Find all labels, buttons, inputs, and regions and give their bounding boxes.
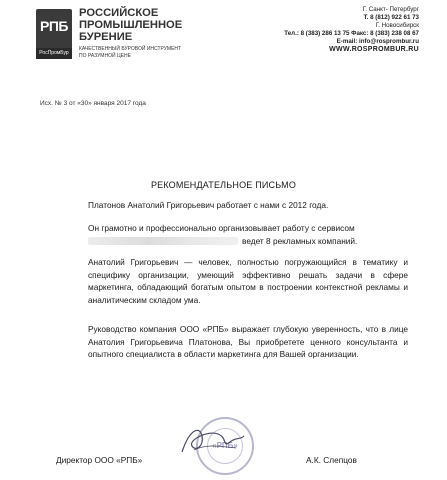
paragraph-2 [88, 222, 408, 247]
company-name-line: РОССИЙСКОЕ [79, 7, 159, 19]
company-name-line: ПРОМЫШЛЕННОЕ [79, 19, 183, 31]
company-name [79, 7, 182, 43]
city-nsk: Г. Новосибирск [375, 22, 419, 30]
logo-letters: РПБ [40, 18, 68, 34]
tagline-line: КАЧЕСТВЕННЫЙ БУРОВОЙ ИНСТРУМЕНТ [79, 46, 182, 52]
paragraph-1: Платонов Анатолий Григорьевич работает с нами с 2012 года. [88, 200, 329, 210]
redacted-text [88, 237, 238, 245]
handwritten-signature [178, 422, 248, 462]
paragraph-2-line-1: Он грамотно и профессионально организовывает работу с сервисом [88, 223, 355, 233]
paragraph-3: Анатолий Григорьевич — человек, полностью погружающийся в тематику и специфику организации, умеющий эффективно решать задачи в сфере маркетинга, обладающий богатым опытом в построении контекстной рекламы и аналитическим складом ума. [88, 257, 408, 305]
paragraph-2-line-2-text: ведет 8 рекламных компаний. [242, 235, 358, 246]
outgoing-ref: Исх. № 3 от «30» января 2017 года [40, 100, 146, 107]
signer-role: Директор ООО «РПБ» [56, 455, 143, 465]
paragraph-2-line-2 [88, 235, 408, 248]
logo-strip: РосПромБур [36, 48, 72, 59]
city-spb: Г. Санкт- Петербург [362, 6, 419, 13]
phones-nsk: Тел.: 8 (383) 286 13 75 Факс: 8 (383) 238 08 67 [284, 30, 419, 38]
stamp-text: «РПБ» [212, 441, 238, 450]
company-tagline [79, 46, 181, 60]
tagline-line: ПО РАЗУМНОЙ ЦЕНЕ [79, 53, 131, 59]
letter-title: РЕКОМЕНДАТЕЛЬНОЕ ПИСЬМО [150, 180, 297, 190]
phone-spb: Т. 8 (812) 922 61 73 [363, 14, 419, 22]
contacts-block [284, 6, 419, 55]
company-name-line: БУРЕНИЕ [79, 31, 133, 43]
website-link[interactable]: WWW.ROSPROMBUR.RU [329, 46, 419, 54]
signer-name: А.К. Слепцов [306, 455, 357, 465]
email-link[interactable]: E-mail: info@rosprombur.ru [336, 38, 419, 46]
paragraph-4: Руководство компания ООО «РПБ» выражает глубокую уверенность, что в лице Анатолия Григорьевича Платонова, Вы приобретете ценного консультанта и опытного специалиста в области маркетинга для Вашей организации. [88, 324, 408, 359]
